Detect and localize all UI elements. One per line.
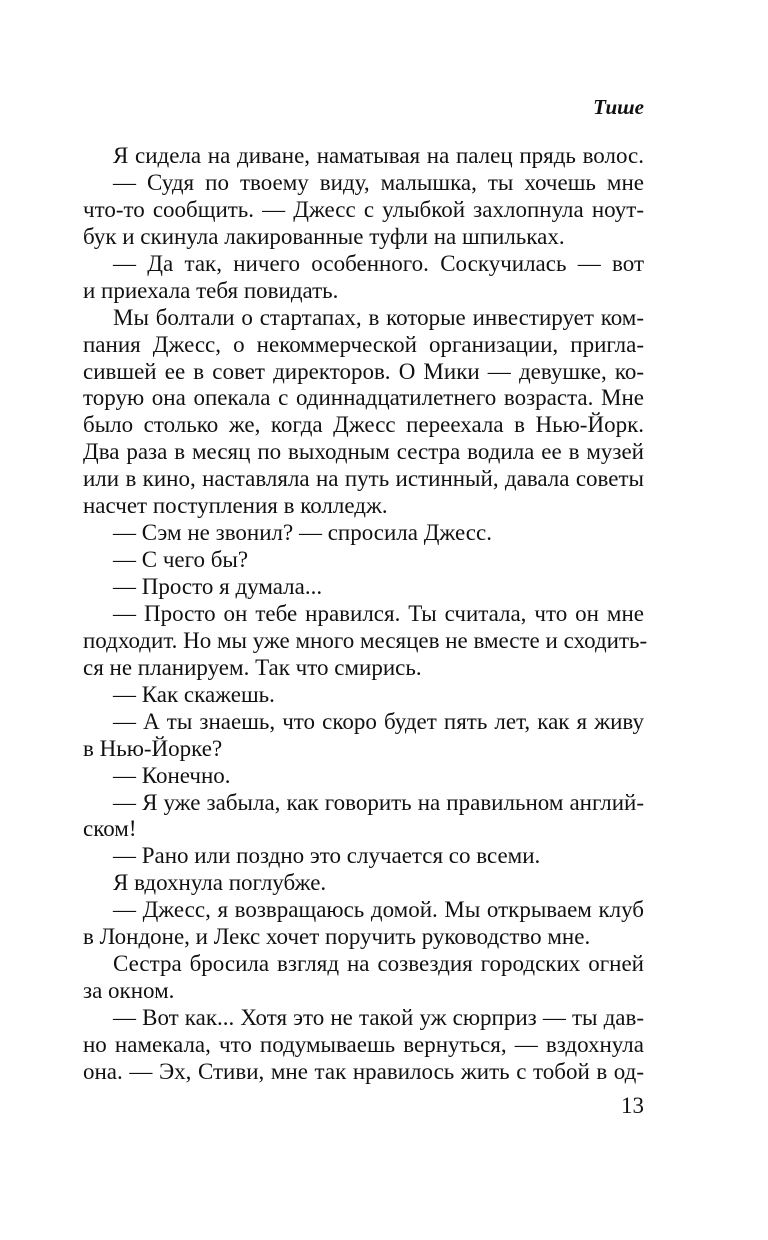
text-line: Сестра бросила взгляд на созвездия городских огней [113, 951, 644, 977]
running-head: Тише [593, 95, 644, 119]
page-number: 13 [621, 1093, 644, 1118]
text-line: — Судя по твоему виду, малышка, ты хочешь мне [113, 169, 644, 195]
text-line: — Как скажешь. [113, 681, 275, 707]
text-line: насчет поступления в колледж. [83, 493, 388, 519]
text-line: торую она опекала с одиннадцатилетнего возраста. Мне [83, 385, 644, 411]
text-line: подходит. Но мы уже много месяцев не вместе и сходить- [83, 627, 648, 653]
text-line: пания Джесс, о некоммерческой организации, пригла- [83, 331, 644, 357]
text-line: — А ты знаешь, что скоро будет пять лет, как я живу [113, 708, 644, 734]
text-line: в Лондоне, и Лекс хочет поручить руководство мне. [83, 924, 591, 950]
text-line: — Рано или поздно это случается со всеми. [113, 843, 541, 869]
text-line: она. — Эх, Стиви, мне так нравилось жить с тобой в од- [83, 1058, 644, 1084]
text-line: — Конечно. [113, 762, 231, 788]
text-line: — Просто я думала... [113, 574, 323, 599]
text-line: сившей ее в совет директоров. О Мики — девушке, ко- [83, 358, 644, 384]
text-line: что-то сообщить. — Джесс с улыбкой захлопнула ноут- [83, 196, 644, 222]
text-line: было столько же, когда Джесс переехала в Нью-Йорк. [83, 412, 644, 438]
text-line: — С чего бы? [113, 547, 249, 573]
text-line: Два раза в месяц по выходным сестра водила ее в музей [83, 439, 644, 465]
text-line: — Просто он тебе нравился. Ты считала, что он мне [113, 600, 644, 626]
page-text [83, 143, 648, 1086]
text-line: за окном. [83, 978, 175, 1004]
text-line: — Да так, ничего особенного. Соскучилась — вот [113, 250, 644, 276]
text-line: ся не планируем. Так что смирись. [83, 654, 422, 680]
text-line: ском! [83, 816, 137, 842]
text-line: бук и скинула лакированные туфли на шпильках. [83, 223, 565, 249]
text-line: Я сидела на диване, наматывая на палец прядь волос. [113, 143, 644, 168]
text-line: — Я уже забыла, как говорить на правильном англий- [113, 789, 644, 815]
text-line: — Сэм не звонил? — спросила Джесс. [113, 520, 492, 546]
text-line: — Джесс, я возвращаюсь домой. Мы открываем клуб [113, 897, 644, 923]
text-line: — Вот как... Хотя это не такой уж сюрприз — ты дав- [113, 1005, 644, 1030]
text-line: или в кино, наставляла на путь истинный, давала советы [83, 466, 644, 492]
text-line: Мы болтали о стартапах, в которые инвестирует ком- [113, 304, 644, 330]
text-line: но намекала, что подумываешь вернуться, — вздохнула [83, 1031, 644, 1057]
text-line: и приехала тебя повидать. [83, 277, 339, 303]
text-line: Я вдохнула поглубже. [113, 870, 327, 896]
text-line: в Нью-Йорке? [83, 735, 223, 761]
